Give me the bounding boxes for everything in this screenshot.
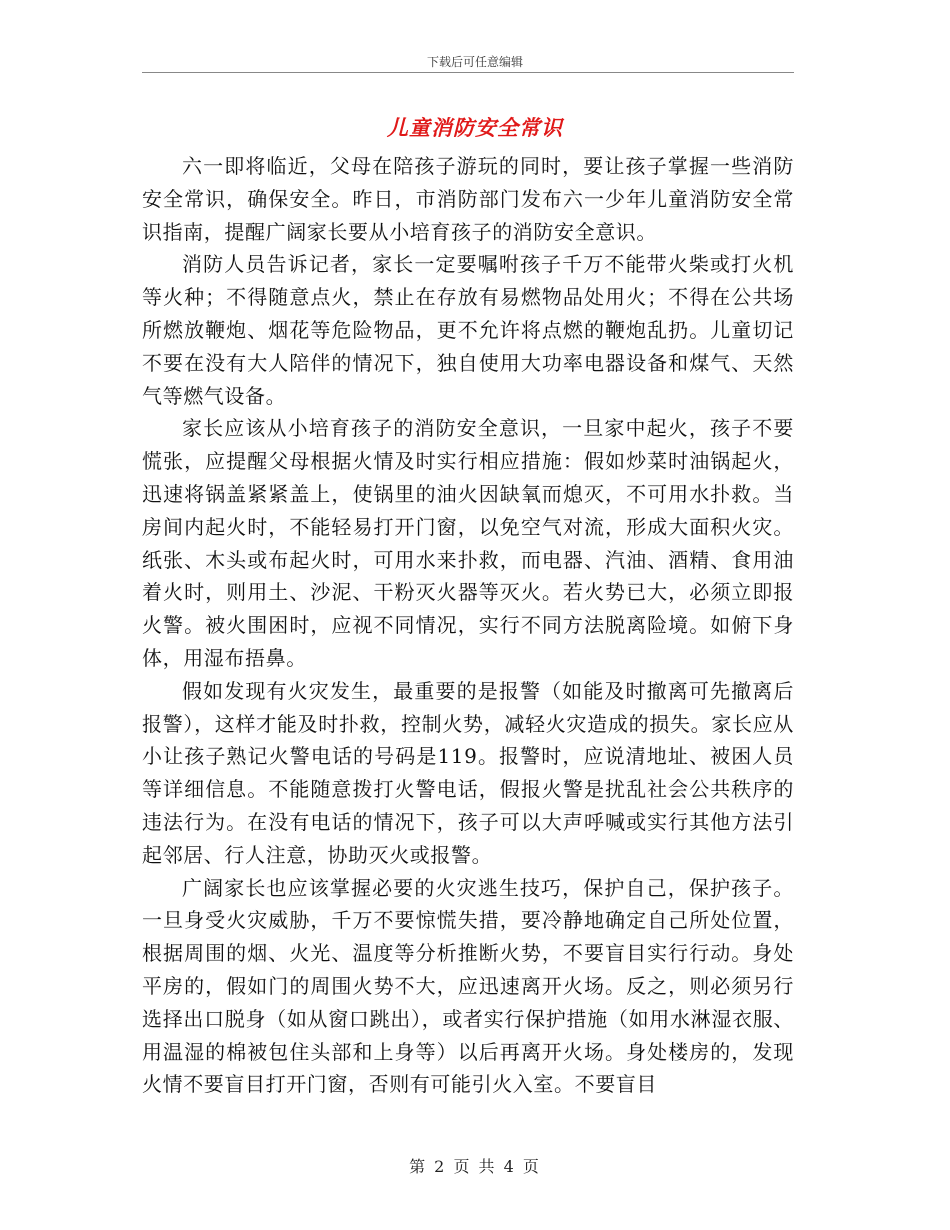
paragraph-1: 六一即将临近，父母在陪孩子游玩的同时，要让孩子掌握一些消防安全常识，确保安全。昨日，市消防部门发布六一少年儿童消防安全常识指南，提醒广阔家长要从小培育孩子的消防安全意识。 — [142, 154, 794, 244]
page-number-footer: 第 2 页 共 4 页 — [409, 1157, 541, 1176]
paragraph-4: 假如发现有火灾发生，最重要的是报警（如能及时撤离可先撤离后报警），这样才能及时扑救，控制火势，减轻火灾造成的损失。家长应从小让孩子熟记火警电话的号码是119。报警时，应说清地址、被困人员等详细信息。不能随意拨打火警电话，假报火警是扰乱社会公共秩序的违法行为。在没有电话的情况下，孩子可以大声呼喊或实行其他方法引起邻居、行人注意，协助灭火或报警。 — [142, 678, 794, 867]
page-header-note: 下载后可任意编辑 — [426, 55, 523, 69]
paragraph-2: 消防人员告诉记者，家长一定要嘱咐孩子千万不能带火柴或打火机等火种；不得随意点火，禁止在存放有易燃物品处用火；不得在公共场所燃放鞭炮、烟花等危险物品，更不允许将点燃的鞭炮乱扔。儿童切记不要在没有大人陪伴的情况下，独自使用大功率电器设备和煤气、天然气等燃气设备。 — [142, 252, 794, 408]
document-body — [142, 150, 794, 1101]
paragraph-3: 家长应该从小培育孩子的消防安全意识，一旦家中起火，孩子不要慌张，应提醒父母根据火情及时实行相应措施：假如炒菜时油锅起火，迅速将锅盖紧紧盖上，使锅里的油火因缺氧而熄灭，不可用水扑救。当房间内起火时，不能轻易打开门窗，以免空气对流，形成大面积火灾。纸张、木头或布起火时，可用水来扑救，而电器、汽油、酒精、食用油着火时，则用土、沙泥、干粉灭火器等灭火。若火势已大，必须立即报火警。被火围困时，应视不同情况，实行不同方法脱离险境。如俯下身体，用湿布捂鼻。 — [142, 416, 794, 670]
paragraph-5: 广阔家长也应该掌握必要的火灾逃生技巧，保护自己，保护孩子。一旦身受火灾威胁，千万不要惊慌失措，要冷静地确定自己所处位置，根据周围的烟、火光、温度等分析推断火势，不要盲目实行行动。身处平房的，假如门的周围火势不大，应迅速离开火场。反之，则必须另行选择出口脱身（如从窗口跳出），或者实行保护措施（如用水淋湿衣服、用温湿的棉被包住头部和上身等）以后再离开火场。身处楼房的，发现火情不要盲目打开门窗，否则有可能引火入室。不要盲目 — [142, 875, 794, 1097]
document-title: 儿童消防安全常识 — [387, 116, 563, 140]
header-divider — [142, 72, 794, 73]
